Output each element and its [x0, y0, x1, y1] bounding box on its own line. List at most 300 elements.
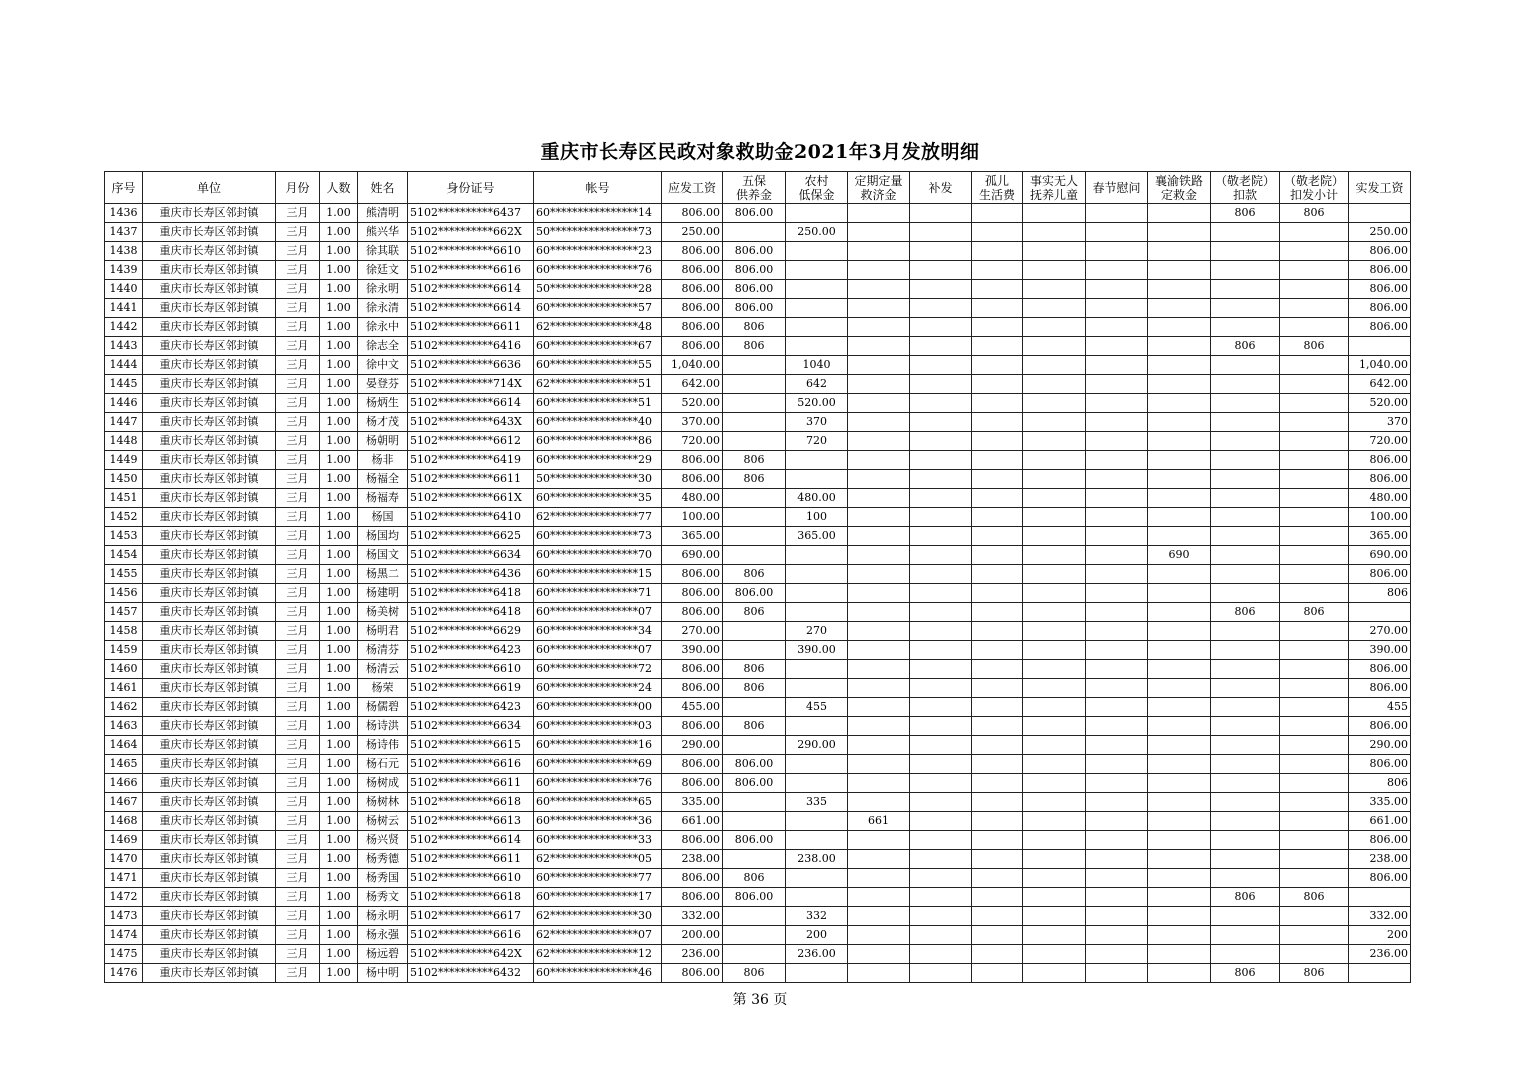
table-cell: 杨秀德	[358, 850, 408, 869]
table-cell	[786, 584, 848, 603]
table-cell	[1086, 489, 1148, 508]
table-row	[105, 736, 1411, 755]
table-cell: 60****************40	[534, 413, 662, 432]
table-cell: 60****************51	[534, 394, 662, 413]
table-cell: 1.00	[320, 660, 358, 679]
table-cell: 806	[723, 660, 786, 679]
table-cell	[972, 413, 1023, 432]
table-cell	[1148, 470, 1211, 489]
table-cell: 三月	[276, 603, 320, 622]
table-cell	[1148, 888, 1211, 907]
table-cell: 1449	[105, 451, 143, 470]
table-cell: 三月	[276, 717, 320, 736]
table-cell	[1148, 774, 1211, 793]
table-cell: 5102**********6418	[408, 603, 534, 622]
table-cell	[1280, 546, 1349, 565]
table-cell	[1086, 755, 1148, 774]
table-cell: 三月	[276, 318, 320, 337]
table-cell	[723, 546, 786, 565]
table-cell: 806.00	[662, 717, 723, 736]
table-cell	[1148, 413, 1211, 432]
table-cell: 1.00	[320, 375, 358, 394]
table-cell	[848, 565, 910, 584]
table-cell: 杨国文	[358, 546, 408, 565]
table-cell: 1.00	[320, 432, 358, 451]
table-cell	[1023, 356, 1086, 375]
table-cell: 1,040.00	[662, 356, 723, 375]
table-cell: 60****************35	[534, 489, 662, 508]
table-cell	[848, 527, 910, 546]
table-cell	[1148, 679, 1211, 698]
table-cell: 332.00	[662, 907, 723, 926]
table-cell	[910, 869, 972, 888]
table-cell	[1211, 850, 1280, 869]
table-cell	[1211, 622, 1280, 641]
table-cell	[972, 489, 1023, 508]
table-cell: 三月	[276, 964, 320, 983]
table-cell: 50****************73	[534, 223, 662, 242]
table-cell	[910, 356, 972, 375]
table-cell: 1.00	[320, 584, 358, 603]
table-cell	[1211, 736, 1280, 755]
table-cell: 332	[786, 907, 848, 926]
table-cell: 5102**********6610	[408, 869, 534, 888]
table-cell: 杨福全	[358, 470, 408, 489]
table-cell	[910, 641, 972, 660]
table-cell: 徐中文	[358, 356, 408, 375]
table-cell: 重庆市长寿区邻封镇	[143, 622, 276, 641]
table-cell	[972, 584, 1023, 603]
table-cell	[848, 831, 910, 850]
table-cell: 200.00	[662, 926, 723, 945]
table-cell: 806.00	[1349, 299, 1411, 318]
table-cell	[848, 926, 910, 945]
table-cell: 5102**********6612	[408, 432, 534, 451]
table-cell: 806	[723, 318, 786, 337]
table-cell: 806	[723, 603, 786, 622]
table-cell: 三月	[276, 337, 320, 356]
table-cell	[910, 660, 972, 679]
table-cell	[848, 204, 910, 223]
table-row	[105, 508, 1411, 527]
table-cell	[1280, 508, 1349, 527]
table-cell	[1280, 261, 1349, 280]
table-cell: 100.00	[1349, 508, 1411, 527]
table-cell: 365.00	[1349, 527, 1411, 546]
table-cell: 642.00	[662, 375, 723, 394]
table-cell	[910, 736, 972, 755]
table-cell	[1023, 432, 1086, 451]
table-cell	[1280, 356, 1349, 375]
table-cell	[972, 888, 1023, 907]
table-cell	[1023, 926, 1086, 945]
table-cell: 1471	[105, 869, 143, 888]
table-cell: 重庆市长寿区邻封镇	[143, 679, 276, 698]
table-cell	[848, 717, 910, 736]
table-cell	[910, 318, 972, 337]
table-cell: 806.00	[1349, 451, 1411, 470]
table-cell	[972, 603, 1023, 622]
table-cell: 三月	[276, 736, 320, 755]
table-cell	[910, 622, 972, 641]
table-cell: 重庆市长寿区邻封镇	[143, 755, 276, 774]
table-cell: 重庆市长寿区邻封镇	[143, 698, 276, 717]
table-cell	[1023, 622, 1086, 641]
table-cell: 806.00	[723, 755, 786, 774]
table-cell	[723, 508, 786, 527]
table-cell: 806.00	[662, 584, 723, 603]
table-cell	[723, 375, 786, 394]
table-cell: 806.00	[662, 337, 723, 356]
table-cell	[1349, 204, 1411, 223]
table-cell: 5102**********6613	[408, 812, 534, 831]
table-cell: 重庆市长寿区邻封镇	[143, 432, 276, 451]
table-cell	[972, 945, 1023, 964]
table-cell	[1280, 641, 1349, 660]
table-cell	[1023, 964, 1086, 983]
table-cell	[1280, 489, 1349, 508]
table-cell	[972, 394, 1023, 413]
table-cell	[848, 679, 910, 698]
table-cell: 5102**********6636	[408, 356, 534, 375]
table-cell: 806.00	[662, 774, 723, 793]
table-cell	[972, 242, 1023, 261]
table-row	[105, 850, 1411, 869]
table-cell: 重庆市长寿区邻封镇	[143, 318, 276, 337]
table-cell: 重庆市长寿区邻封镇	[143, 299, 276, 318]
table-cell	[1023, 337, 1086, 356]
table-cell: 720	[786, 432, 848, 451]
table-cell	[786, 831, 848, 850]
table-cell: 1.00	[320, 736, 358, 755]
table-cell	[1023, 850, 1086, 869]
table-cell	[972, 869, 1023, 888]
table-cell: 重庆市长寿区邻封镇	[143, 774, 276, 793]
table-cell: 1.00	[320, 546, 358, 565]
table-cell: 1462	[105, 698, 143, 717]
table-cell	[1086, 907, 1148, 926]
table-cell: 熊兴华	[358, 223, 408, 242]
table-cell: 1.00	[320, 831, 358, 850]
table-cell	[1023, 717, 1086, 736]
table-cell	[1148, 907, 1211, 926]
table-cell	[1023, 698, 1086, 717]
table-cell: 806	[1211, 204, 1280, 223]
table-cell: 三月	[276, 356, 320, 375]
table-cell: 1.00	[320, 964, 358, 983]
table-cell: 1.00	[320, 812, 358, 831]
table-cell: 60****************73	[534, 527, 662, 546]
table-cell	[910, 774, 972, 793]
table-cell	[972, 717, 1023, 736]
table-cell	[1148, 964, 1211, 983]
table-cell: 60****************76	[534, 774, 662, 793]
table-cell: 806.00	[662, 204, 723, 223]
table-cell	[910, 964, 972, 983]
table-cell: 三月	[276, 489, 320, 508]
table-cell	[972, 850, 1023, 869]
table-cell: 60****************07	[534, 603, 662, 622]
table-row	[105, 451, 1411, 470]
table-cell: 徐永中	[358, 318, 408, 337]
table-cell: 5102**********6618	[408, 793, 534, 812]
table-cell: 806.00	[723, 584, 786, 603]
table-cell: 480.00	[662, 489, 723, 508]
table-cell: 335.00	[662, 793, 723, 812]
table-cell	[848, 660, 910, 679]
table-cell	[1023, 641, 1086, 660]
table-cell: 1448	[105, 432, 143, 451]
table-cell: 236.00	[786, 945, 848, 964]
table-cell	[972, 280, 1023, 299]
table-cell	[848, 945, 910, 964]
table-cell	[1148, 926, 1211, 945]
table-cell: 1.00	[320, 508, 358, 527]
table-cell	[723, 432, 786, 451]
table-row	[105, 337, 1411, 356]
table-cell	[1280, 717, 1349, 736]
table-row	[105, 470, 1411, 489]
table-cell	[1349, 888, 1411, 907]
table-cell	[1023, 375, 1086, 394]
table-cell: 重庆市长寿区邻封镇	[143, 223, 276, 242]
table-cell: 60****************03	[534, 717, 662, 736]
table-row	[105, 679, 1411, 698]
table-cell	[910, 527, 972, 546]
column-header: 襄渝铁路 定救金	[1148, 172, 1211, 204]
table-cell: 806.00	[723, 280, 786, 299]
table-header-row	[105, 172, 1411, 204]
table-cell	[1023, 736, 1086, 755]
table-cell: 62****************05	[534, 850, 662, 869]
table-cell	[723, 926, 786, 945]
table-cell: 5102**********6614	[408, 394, 534, 413]
table-cell: 1.00	[320, 793, 358, 812]
table-cell	[1086, 964, 1148, 983]
table-cell	[1280, 774, 1349, 793]
table-cell: 806	[1349, 584, 1411, 603]
table-cell	[910, 394, 972, 413]
table-cell	[910, 242, 972, 261]
column-header: 月份	[276, 172, 320, 204]
table-cell	[723, 812, 786, 831]
table-cell	[1148, 261, 1211, 280]
table-cell: 365.00	[662, 527, 723, 546]
table-cell: 806	[723, 337, 786, 356]
table-cell: 1459	[105, 641, 143, 660]
table-cell: 杨诗伟	[358, 736, 408, 755]
table-cell: 200	[786, 926, 848, 945]
table-cell: 重庆市长寿区邻封镇	[143, 793, 276, 812]
table-cell: 520.00	[662, 394, 723, 413]
table-cell: 62****************30	[534, 907, 662, 926]
table-cell: 332.00	[1349, 907, 1411, 926]
table-cell	[1086, 318, 1148, 337]
table-cell: 238.00	[1349, 850, 1411, 869]
table-cell: 三月	[276, 584, 320, 603]
table-row	[105, 755, 1411, 774]
table-cell: 三月	[276, 413, 320, 432]
table-cell	[786, 337, 848, 356]
table-row	[105, 717, 1411, 736]
table-cell: 杨美树	[358, 603, 408, 622]
table-cell	[723, 223, 786, 242]
table-cell	[910, 698, 972, 717]
table-cell	[786, 451, 848, 470]
table-cell	[848, 489, 910, 508]
table-cell: 455	[1349, 698, 1411, 717]
table-cell: 杨清云	[358, 660, 408, 679]
table-row	[105, 698, 1411, 717]
table-cell	[786, 888, 848, 907]
table-cell: 62****************77	[534, 508, 662, 527]
table-cell: 重庆市长寿区邻封镇	[143, 394, 276, 413]
table-cell: 390.00	[1349, 641, 1411, 660]
table-cell	[972, 261, 1023, 280]
table-cell	[848, 413, 910, 432]
table-cell	[1086, 774, 1148, 793]
table-cell	[1023, 565, 1086, 584]
table-cell	[848, 337, 910, 356]
table-cell	[786, 964, 848, 983]
table-cell	[786, 812, 848, 831]
table-cell	[910, 717, 972, 736]
table-cell: 806	[723, 470, 786, 489]
table-cell: 806	[1211, 337, 1280, 356]
table-cell: 5102**********6423	[408, 698, 534, 717]
table-cell	[910, 489, 972, 508]
table-cell: 重庆市长寿区邻封镇	[143, 508, 276, 527]
column-header: 五保 供养金	[723, 172, 786, 204]
column-header: 身份证号	[408, 172, 534, 204]
table-cell	[1086, 717, 1148, 736]
table-cell	[1349, 337, 1411, 356]
table-cell	[1211, 679, 1280, 698]
table-cell	[848, 698, 910, 717]
table-cell	[1211, 641, 1280, 660]
table-cell: 806	[723, 717, 786, 736]
table-cell: 重庆市长寿区邻封镇	[143, 242, 276, 261]
table-cell: 三月	[276, 223, 320, 242]
table-cell: 杨儒碧	[358, 698, 408, 717]
table-cell	[848, 603, 910, 622]
table-cell	[910, 299, 972, 318]
table-cell	[848, 318, 910, 337]
table-cell: 290.00	[1349, 736, 1411, 755]
table-row	[105, 394, 1411, 413]
table-cell: 三月	[276, 679, 320, 698]
table-cell	[1280, 793, 1349, 812]
table-cell: 重庆市长寿区邻封镇	[143, 261, 276, 280]
table-cell	[1148, 584, 1211, 603]
table-cell: 806.00	[1349, 717, 1411, 736]
table-cell	[972, 660, 1023, 679]
table-cell	[848, 546, 910, 565]
table-cell: 1040	[786, 356, 848, 375]
table-cell: 290.00	[786, 736, 848, 755]
relief-payment-table	[104, 171, 1411, 983]
table-cell: 晏登芬	[358, 375, 408, 394]
table-cell: 806.00	[662, 280, 723, 299]
table-cell: 杨黑二	[358, 565, 408, 584]
table-cell: 杨诗洪	[358, 717, 408, 736]
table-cell	[848, 869, 910, 888]
table-cell: 335	[786, 793, 848, 812]
column-header: 序号	[105, 172, 143, 204]
table-cell: 1.00	[320, 280, 358, 299]
table-cell	[848, 964, 910, 983]
table-cell	[1023, 394, 1086, 413]
table-cell: 1.00	[320, 451, 358, 470]
table-cell: 5102**********6615	[408, 736, 534, 755]
table-cell: 重庆市长寿区邻封镇	[143, 869, 276, 888]
table-cell	[910, 204, 972, 223]
table-cell	[972, 926, 1023, 945]
table-cell: 1.00	[320, 907, 358, 926]
table-cell	[1211, 413, 1280, 432]
table-cell: 60****************67	[534, 337, 662, 356]
table-cell: 5102**********6616	[408, 261, 534, 280]
table-cell	[1023, 546, 1086, 565]
table-cell: 806.00	[723, 774, 786, 793]
table-cell	[910, 337, 972, 356]
table-cell	[1349, 964, 1411, 983]
table-cell	[723, 698, 786, 717]
table-cell: 5102**********642X	[408, 945, 534, 964]
table-cell: 杨树成	[358, 774, 408, 793]
table-cell	[910, 470, 972, 489]
table-cell	[1280, 318, 1349, 337]
table-cell: 806.00	[662, 660, 723, 679]
table-cell: 5102**********6610	[408, 242, 534, 261]
table-cell: 5102**********6418	[408, 584, 534, 603]
table-cell: 三月	[276, 280, 320, 299]
table-cell: 1.00	[320, 356, 358, 375]
column-header: 孤儿 生活费	[972, 172, 1023, 204]
table-cell: 270.00	[662, 622, 723, 641]
table-cell	[910, 831, 972, 850]
table-cell: 杨清芬	[358, 641, 408, 660]
table-cell: 5102**********6617	[408, 907, 534, 926]
table-cell	[1086, 679, 1148, 698]
table-row	[105, 869, 1411, 888]
table-cell	[1086, 204, 1148, 223]
table-cell: 335.00	[1349, 793, 1411, 812]
table-row	[105, 375, 1411, 394]
table-cell: 杨非	[358, 451, 408, 470]
table-cell	[910, 812, 972, 831]
table-cell	[1086, 299, 1148, 318]
table-cell	[1148, 831, 1211, 850]
table-cell	[972, 907, 1023, 926]
table-cell: 5102**********6611	[408, 318, 534, 337]
table-cell: 5102**********6432	[408, 964, 534, 983]
table-cell	[1023, 470, 1086, 489]
table-row	[105, 204, 1411, 223]
table-cell	[1023, 413, 1086, 432]
table-cell	[1211, 698, 1280, 717]
table-cell	[972, 774, 1023, 793]
table-cell: 642.00	[1349, 375, 1411, 394]
table-cell: 60****************76	[534, 261, 662, 280]
table-cell: 5102**********661X	[408, 489, 534, 508]
table-cell	[1211, 451, 1280, 470]
table-cell: 60****************29	[534, 451, 662, 470]
table-cell: 60****************55	[534, 356, 662, 375]
table-cell	[723, 527, 786, 546]
table-cell: 1472	[105, 888, 143, 907]
table-cell	[1023, 280, 1086, 299]
